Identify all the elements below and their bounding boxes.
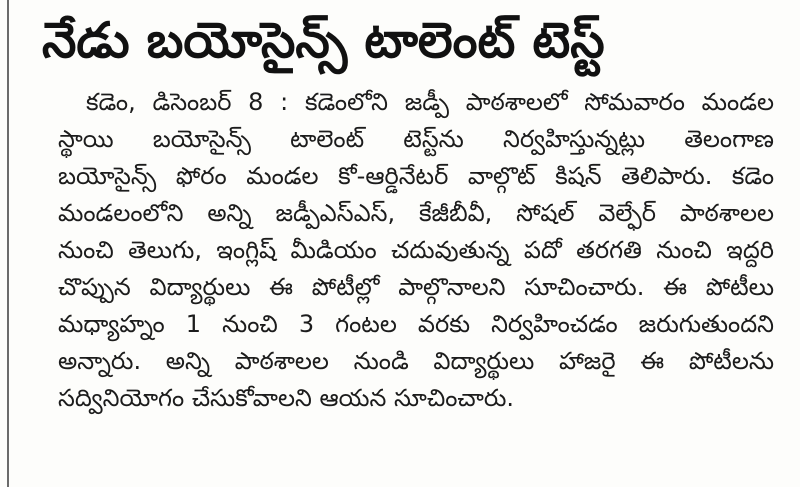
article-line: కడెం, డిసెంబర్ 8 : కడెంలోని జడ్పీ పాఠశాలలో సోమవారం మండల — [86, 88, 774, 116]
article-line: అన్నారు. అన్ని పాఠశాలల నుండి విద్యార్థులు హాజరై ఈ పోటీలను — [58, 347, 774, 375]
article-body — [58, 84, 774, 417]
article-line: చొప్పున విద్యార్థులు ఈ పోటీల్లో పాల్గొనాలని సూచించారు. ఈ పోటీలు — [58, 273, 774, 301]
article-line: స్థాయి బయోసైన్స్ టాలెంట్ టెస్ట్‌ను నిర్వహిస్తున్నట్లు తెలంగాణ — [58, 125, 774, 153]
article-line: బయోసైన్స్ ఫోరం మండల కో-ఆర్డినేటర్ వాల్గొట్ కిషన్ తెలిపారు. కడెం — [58, 162, 774, 190]
article-line: మధ్యాహ్నం 1 నుంచి 3 గంటల వరకు నిర్వహించడం జరుగుతుందని — [58, 310, 774, 338]
article-line: మండలంలోని అన్ని జడ్పీఎస్ఎస్, కేజీబీవీ, సోషల్ వెల్ఫేర్ పాఠశాలల — [58, 199, 774, 227]
headline: నేడు బయోసైన్స్ టాలెంట్ టెస్ట్ — [42, 12, 605, 69]
article-line: నుంచి తెలుగు, ఇంగ్లిష్ మీడియం చదువుతున్న పదో తరగతి నుంచి ఇద్దరి — [58, 236, 774, 264]
column-rule — [7, 0, 9, 487]
article-line: సద్వినియోగం చేసుకోవాలని ఆయన సూచించారు. — [58, 384, 515, 412]
